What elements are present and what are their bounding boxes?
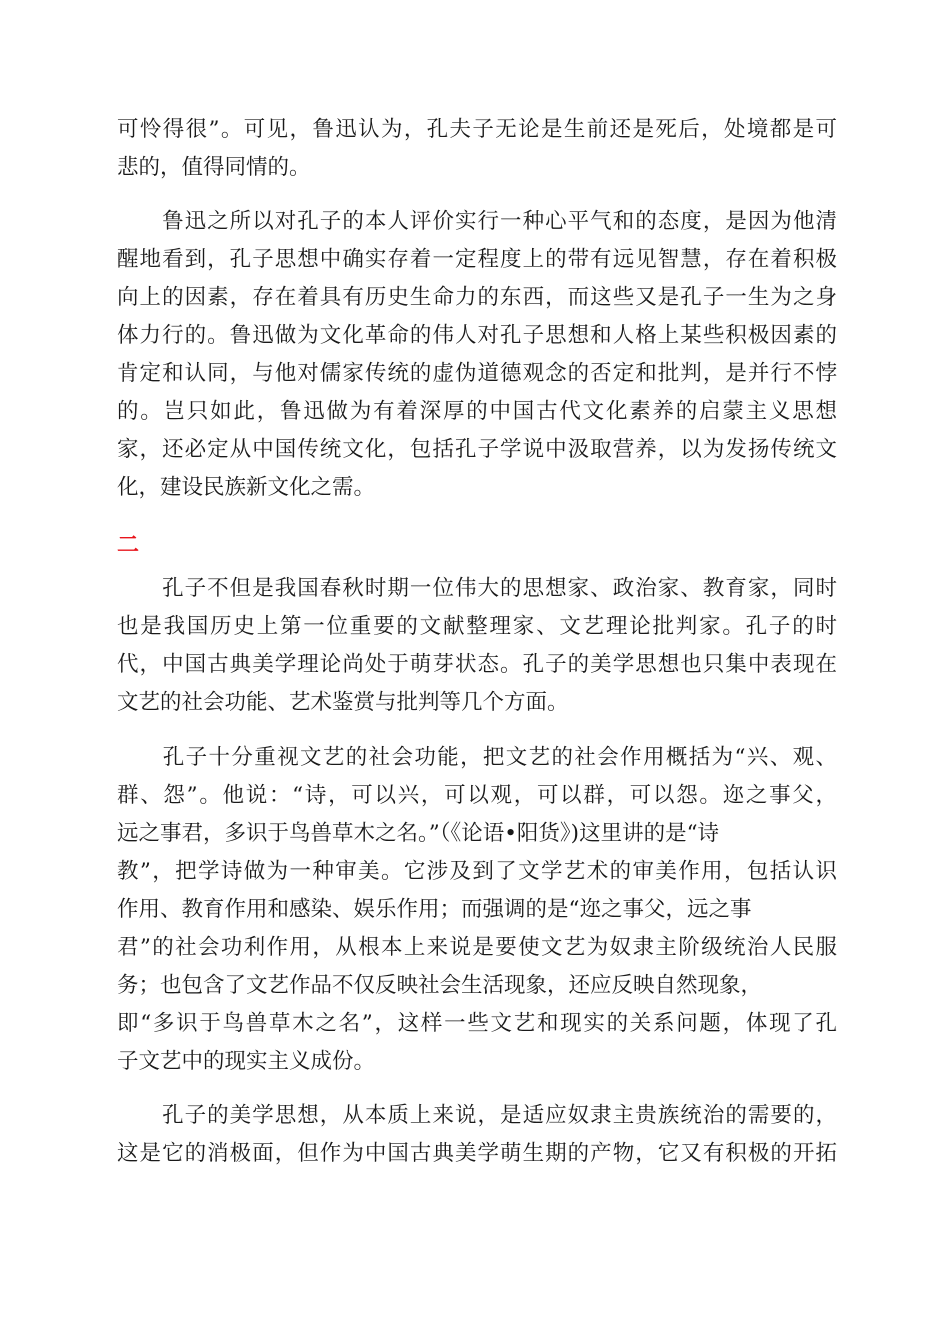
paragraph-4-line-8: 即“多识于鸟兽草木之名”，这样一些文艺和现实的关系问题，体现了孔 [117, 1011, 837, 1036]
paragraph-2-line-3: 向上的因素，存在着具有历史生命力的东西，而这些又是孔子一生为之身 [117, 285, 837, 310]
section-heading: 二 [117, 533, 140, 558]
paragraph-2-line-1: 鲁迅之所以对孔子的本人评价实行一种心平气和的态度，是因为他清 [117, 209, 837, 234]
paragraph-3-line-1: 孔子不但是我国春秋时期一位伟大的思想家、政治家、教育家，同时 [117, 576, 837, 601]
paragraph-4-line-4: 教”，把学诗做为一种审美。它涉及到了文学艺术的审美作用，包括认识 [117, 859, 837, 884]
paragraph-4-line-3: 远之事君，多识于鸟兽草木之名。”（《论语•阳货》)这里讲的是“诗 [117, 821, 720, 846]
paragraph-2-line-8: 化，建设民族新文化之需。 [117, 475, 376, 500]
paragraph-3-line-4: 文艺的社会功能、艺术鉴赏与批判等几个方面。 [117, 690, 569, 715]
paragraph-5-line-2: 这是它的消极面，但作为中国古典美学萌生期的产物，它又有积极的开拓 [117, 1141, 837, 1166]
paragraph-2-line-2: 醒地看到，孔子思想中确实存着一定程度上的带有远见智慧，存在着积极 [117, 247, 837, 272]
paragraph-4-line-7: 务；也包含了文艺作品不仅反映社会生活现象，还应反映自然现象， [117, 973, 763, 998]
paragraph-3-line-2: 也是我国历史上第一位重要的文献整理家、文艺理论批判家。孔子的时 [117, 614, 837, 639]
paragraph-2-line-5: 肯定和认同，与他对儒家传统的虚伪道德观念的否定和批判，是并行不悖 [117, 361, 837, 386]
paragraph-5-line-1: 孔子的美学思想，从本质上来说，是适应奴隶主贵族统治的需要的， [117, 1103, 837, 1128]
paragraph-2-line-4: 体力行的。鲁迅做为文化革命的伟人对孔子思想和人格上某些积极因素的 [117, 323, 837, 348]
paragraph-1-line-1: 可怜得很”。可见，鲁迅认为，孔夫子无论是生前还是死后，处境都是可 [117, 117, 837, 142]
paragraph-4-line-5: 作用、教育作用和感染、娱乐作用；而强调的是“迩之事父，远之事 [117, 897, 752, 922]
paragraph-4-line-6: 君”的社会功利作用，从根本上来说是要使文艺为奴隶主阶级统治人民服 [117, 935, 837, 960]
paragraph-2-line-7: 家，还必定从中国传统文化，包括孔子学说中汲取营养，以为发扬传统文 [117, 437, 837, 462]
paragraph-4-line-9: 子文艺中的现实主义成份。 [117, 1049, 376, 1074]
paragraph-4-line-1: 孔子十分重视文艺的社会功能，把文艺的社会作用概括为“兴、观、 [117, 745, 837, 770]
paragraph-1-line-2: 悲的，值得同情的。 [117, 155, 311, 180]
paragraph-2-line-6: 的。岂只如此，鲁迅做为有着深厚的中国古代文化素养的启蒙主义思想 [117, 399, 837, 424]
paragraph-4-line-2: 群、怨”。他说：“诗，可以兴，可以观，可以群，可以怨。迩之事父， [117, 783, 837, 808]
paragraph-3-line-3: 代，中国古典美学理论尚处于萌芽状态。孔子的美学思想也只集中表现在 [117, 652, 837, 677]
